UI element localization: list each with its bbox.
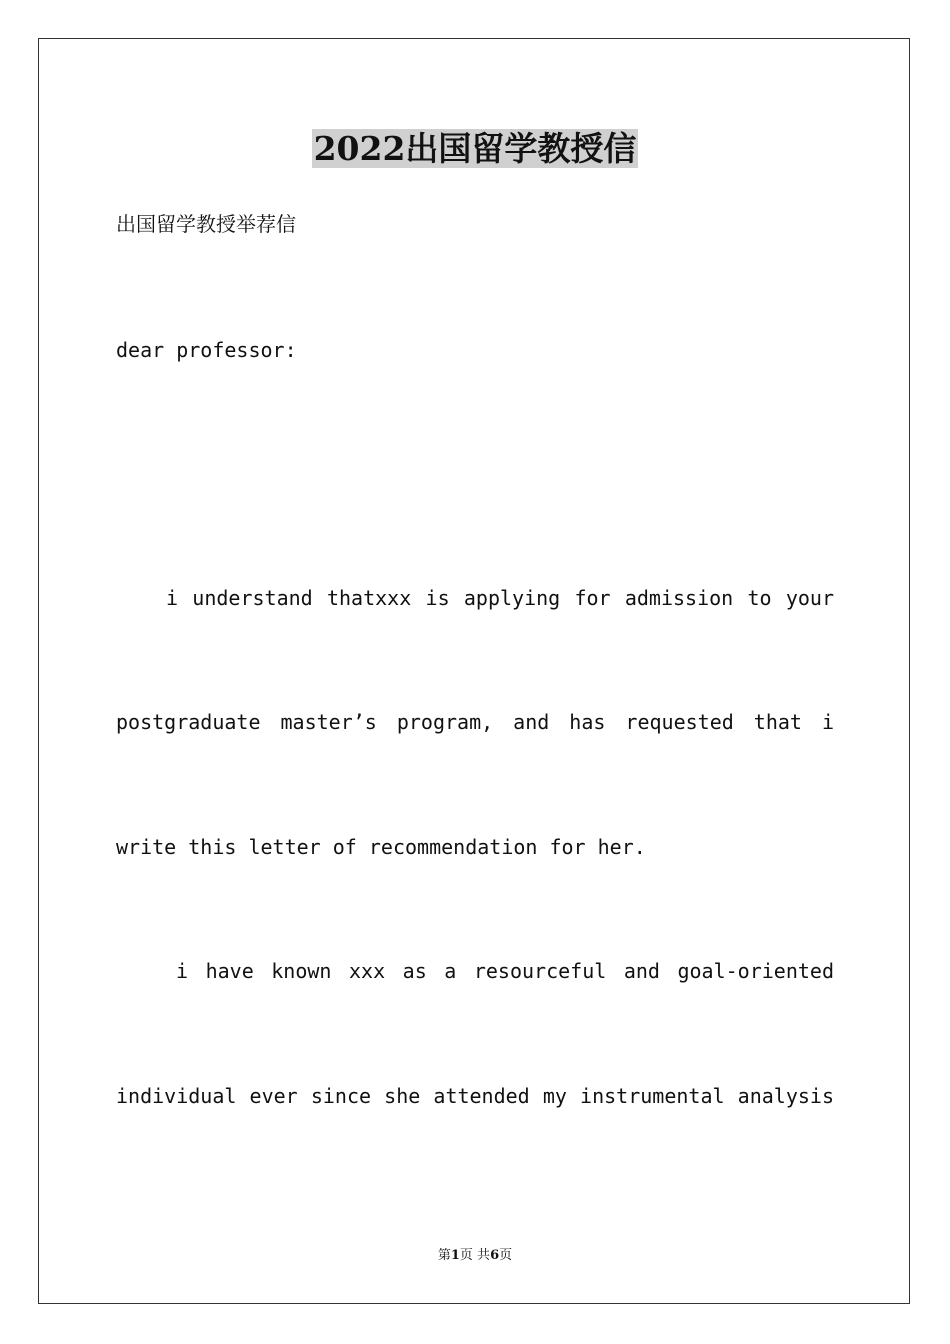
document-subtitle: 出国留学教授举荐信 [116, 212, 296, 236]
footer-middle: 页 共 [459, 1248, 491, 1263]
paragraph-line-4: i have known xxx as a resourceful and goal-oriented [176, 959, 834, 983]
document-title [0, 126, 950, 172]
paragraph-line-2: postgraduate master’s program, and has requested that i [116, 710, 834, 734]
footer-total-pages: 6 [490, 1248, 500, 1263]
footer-suffix: 页 [499, 1248, 513, 1263]
footer-page-number: 1 [450, 1248, 460, 1263]
paragraph-line-3: write this letter of recommendation for her. [116, 835, 646, 859]
paragraph-line-1: i understand thatxxx is applying for admission to your [166, 586, 834, 610]
salutation: dear professor: [116, 338, 297, 362]
paragraph-line-5: individual ever since she attended my instrumental analysis [116, 1084, 834, 1108]
page-footer [0, 1246, 950, 1266]
footer-prefix: 第 [437, 1248, 451, 1263]
document-title-text: 2022出国留学教授信 [313, 129, 637, 168]
